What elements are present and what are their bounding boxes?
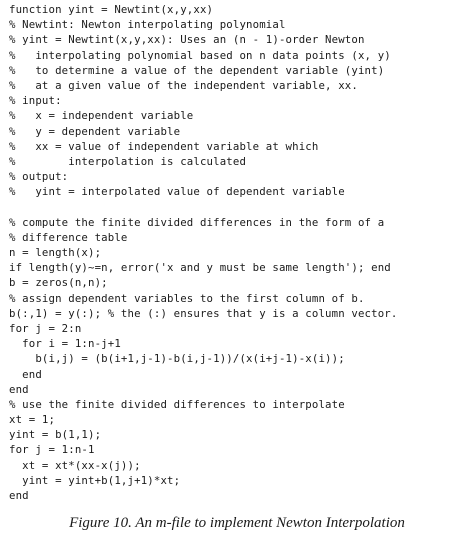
code-line: b = zeros(n,n); — [9, 276, 108, 290]
code-line: for j = 1:n-1 — [9, 443, 95, 457]
code-line: % use the finite divided differences to interpolate — [9, 397, 345, 411]
code-line: b(:,1) = y(:); % the (:) ensures that y is a column vector. — [9, 306, 398, 320]
code-line: % x = independent variable — [9, 109, 194, 123]
code-line: % output: — [9, 170, 69, 184]
code-line: % at a given value of the independent variable, xx. — [9, 78, 358, 92]
code-line: end — [9, 489, 29, 502]
code-line: end — [9, 367, 42, 381]
code-line: function yint = Newtint(x,y,xx) — [9, 3, 214, 16]
code-line: yint = b(1,1); — [9, 428, 102, 442]
code-line: % to determine a value of the dependent variable (yint) — [9, 63, 385, 77]
code-line: % yint = Newtint(x,y,xx): Uses an (n - 1)-order Newton — [9, 33, 365, 47]
code-line: % interpolating polynomial based on n data points (x, y) — [9, 48, 391, 62]
code-line: % y = dependent variable — [9, 124, 181, 138]
code-line: % interpolation is calculated — [9, 154, 247, 168]
code-line: n = length(x); — [9, 246, 102, 259]
code-line: % difference table — [9, 230, 128, 244]
figure-caption: Figure 10. An m-file to implement Newton Interpolation — [69, 515, 405, 531]
code-line: xt = 1; — [9, 413, 56, 427]
code-line: % compute the finite divided differences in the form of a — [9, 215, 385, 229]
code-line: % input: — [9, 94, 62, 108]
code-line: end — [9, 382, 29, 396]
code-line: xt = xt*(xx-x(j)); — [9, 458, 141, 472]
code-line: % xx = value of independent variable at which — [9, 139, 319, 153]
code-listing — [9, 2, 471, 503]
code-line: % assign dependent variables to the first column of b. — [9, 291, 365, 305]
code-line: b(i,j) = (b(i+1,j-1)-b(i,j-1))/(x(i+j-1)-x(i)); — [9, 352, 345, 366]
code-line: for i = 1:n-j+1 — [9, 337, 121, 351]
code-line: % yint = interpolated value of dependent variable — [9, 185, 345, 199]
code-line-blank — [9, 199, 471, 214]
code-line: % Newtint: Newton interpolating polynomial — [9, 18, 286, 32]
code-line: yint = yint+b(1,j+1)*xt; — [9, 473, 181, 487]
code-line: if length(y)~=n, error('x and y must be same length'); end — [9, 261, 391, 275]
code-line: for j = 2:n — [9, 321, 82, 335]
